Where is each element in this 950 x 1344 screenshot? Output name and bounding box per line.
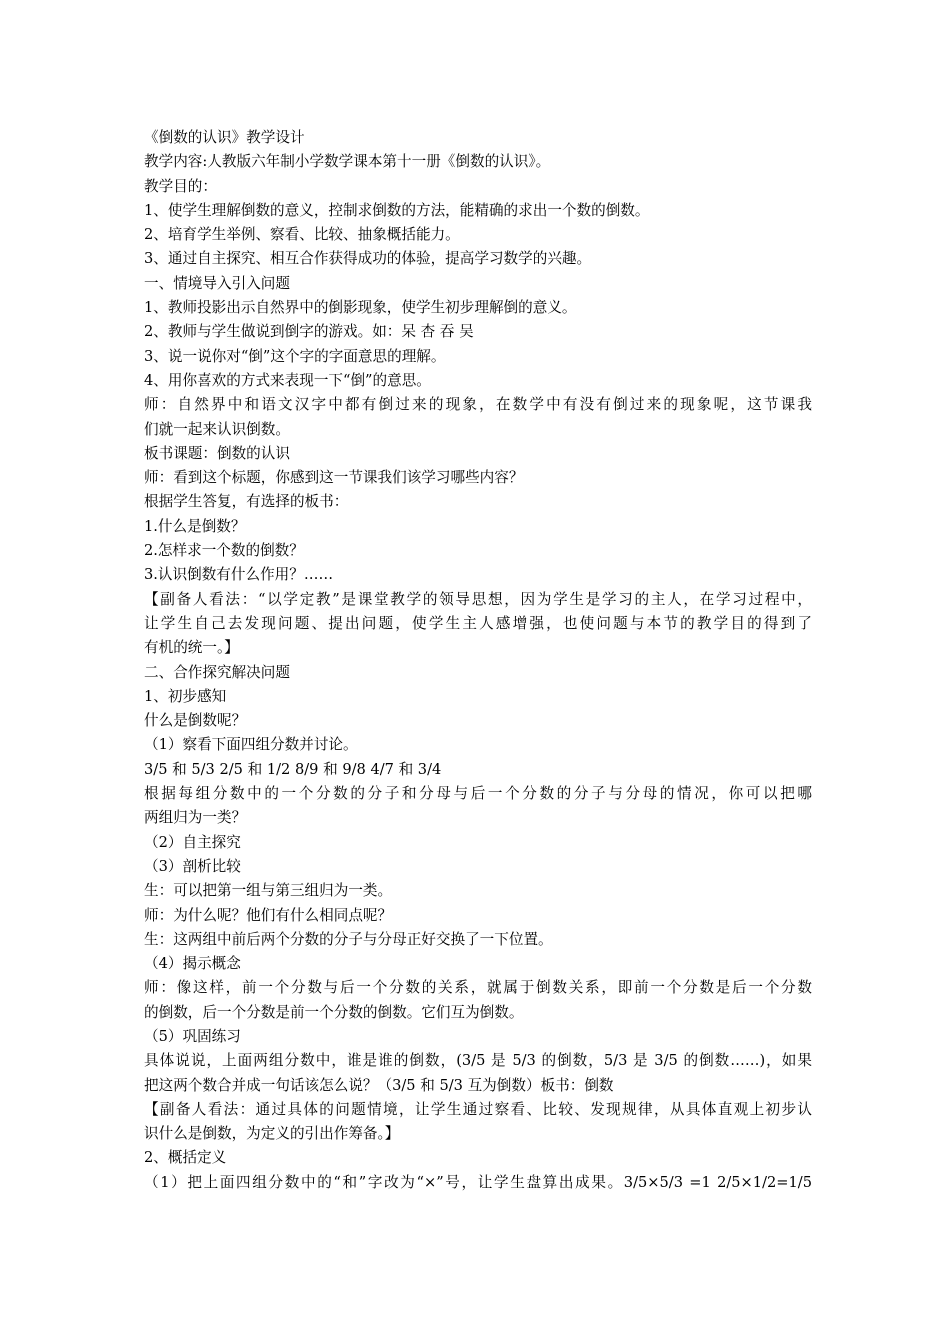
document-body: [144, 126, 812, 1195]
reviewer-note-line: 【副备人看法：“以学定教”是课堂教学的领导思想，因为学生是学习的主人，在学习过程中，: [144, 590, 812, 608]
paragraph-line: 师：像这样，前一个分数与后一个分数的关系，就属于倒数关系，即前一个分数是后一个分数: [144, 979, 812, 997]
paragraph-line: 师：为什么呢？他们有什么相同点呢？: [144, 906, 393, 924]
paragraph-line: 根据每组分数中的一个分数的分子和分母与后一个分数的分子与分母的情况，你可以把哪: [144, 785, 812, 803]
paragraph-line: （1）把上面四组分数中的“和”字改为“×”号，让学生盘算出成果。3/5×5/3 =1 2/5×1/2=1/5: [144, 1173, 812, 1191]
list-item: 3.认识倒数有什么作用？……: [144, 566, 334, 584]
paragraph-line: 具体说说，上面两组分数中，谁是谁的倒数，(3/5 是 5/3 的倒数，5/3 是 3/5 的倒数……)，如果: [144, 1052, 812, 1070]
goal-3: 3、通过自主探究、相互合作获得成功的体验，提高学习数学的兴趣。: [144, 250, 592, 268]
paragraph-line: 师：自然界中和语文汉字中都有倒过来的现象，在数学中有没有倒过来的现象呢，这节课我: [144, 396, 812, 414]
paragraph-line: （2）自主探究: [144, 833, 241, 851]
paragraph-line: 生：这两组中前后两个分数的分子与分母正好交换了一下位置。: [144, 930, 553, 948]
paragraph-line: 根据学生答复，有选择的板书：: [144, 493, 349, 511]
reviewer-note-line: 【副备人看法：通过具体的问题情境，让学生通过察看、比较、发现规律，从具体直观上初步认: [144, 1100, 812, 1118]
reviewer-note-line: 有机的统一。】: [144, 639, 239, 657]
teaching-content: 教学内容:人教版六年制小学数学课本第十一册《倒数的认识》。: [144, 153, 551, 171]
fraction-groups: 3/5 和 5/3 2/5 和 1/2 8/9 和 9/8 4/7 和 3/4: [144, 760, 442, 778]
list-item: 2.怎样求一个数的倒数？: [144, 542, 304, 560]
paragraph-line: （1）察看下面四组分数并讨论。: [144, 736, 358, 754]
paragraph-line: （3）剖析比较: [144, 857, 241, 875]
paragraph-line: 什么是倒数呢？: [144, 712, 247, 730]
goal-1: 1、使学生理解倒数的意义，控制求倒数的方法，能精确的求出一个数的倒数。: [144, 201, 650, 219]
paragraph-line: 1、教师投影出示自然界中的倒影现象，使学生初步理解倒的意义。: [144, 299, 577, 317]
paragraph-line: 把这两个数合并成一句话该怎么说？（3/5 和 5/3 互为倒数）板书：倒数: [144, 1076, 614, 1094]
subsection-heading: 1、初步感知: [144, 687, 227, 705]
list-item: 1.什么是倒数？: [144, 517, 246, 535]
paragraph-line: （4）揭示概念: [144, 955, 241, 973]
teaching-goals-heading: 教学目的：: [144, 177, 217, 195]
paragraph-line: 板书课题：倒数的认识: [144, 444, 290, 462]
goal-2: 2、培育学生举例、察看、比较、抽象概括能力。: [144, 226, 460, 244]
section-2-heading: 二、合作探究解决问题: [144, 663, 290, 681]
document-title: 《倒数的认识》教学设计: [144, 129, 305, 146]
paragraph-line: 4、用你喜欢的方式来表现一下“倒”的意思。: [144, 371, 431, 389]
paragraph-line: 3、说一说你对“倒”这个字的字面意思的理解。: [144, 347, 446, 365]
paragraph-line: （5）巩固练习: [144, 1027, 241, 1045]
paragraph-line: 生：可以把第一组与第三组归为一类。: [144, 882, 393, 900]
paragraph-line: 的倒数，后一个分数是前一个分数的倒数。它们互为倒数。: [144, 1003, 524, 1021]
reviewer-note-line: 让学生自己去发现问题、提出问题，使学生主人感增强，也使问题与本节的教学目的得到了: [144, 614, 812, 632]
section-1-heading: 一、情境导入引入问题: [144, 274, 290, 292]
paragraph-line: 们就一起来认识倒数。: [144, 420, 290, 438]
paragraph-line: 两组归为一类？: [144, 809, 247, 827]
subsection-heading: 2、概括定义: [144, 1149, 227, 1167]
paragraph-line: 2、教师与学生做说到倒字的游戏。如：呆 杏 吞 吴: [144, 323, 474, 341]
paragraph-line: 师：看到这个标题，你感到这一节课我们该学习哪些内容？: [144, 469, 524, 487]
reviewer-note-line: 识什么是倒数，为定义的引出作筹备。】: [144, 1125, 400, 1143]
